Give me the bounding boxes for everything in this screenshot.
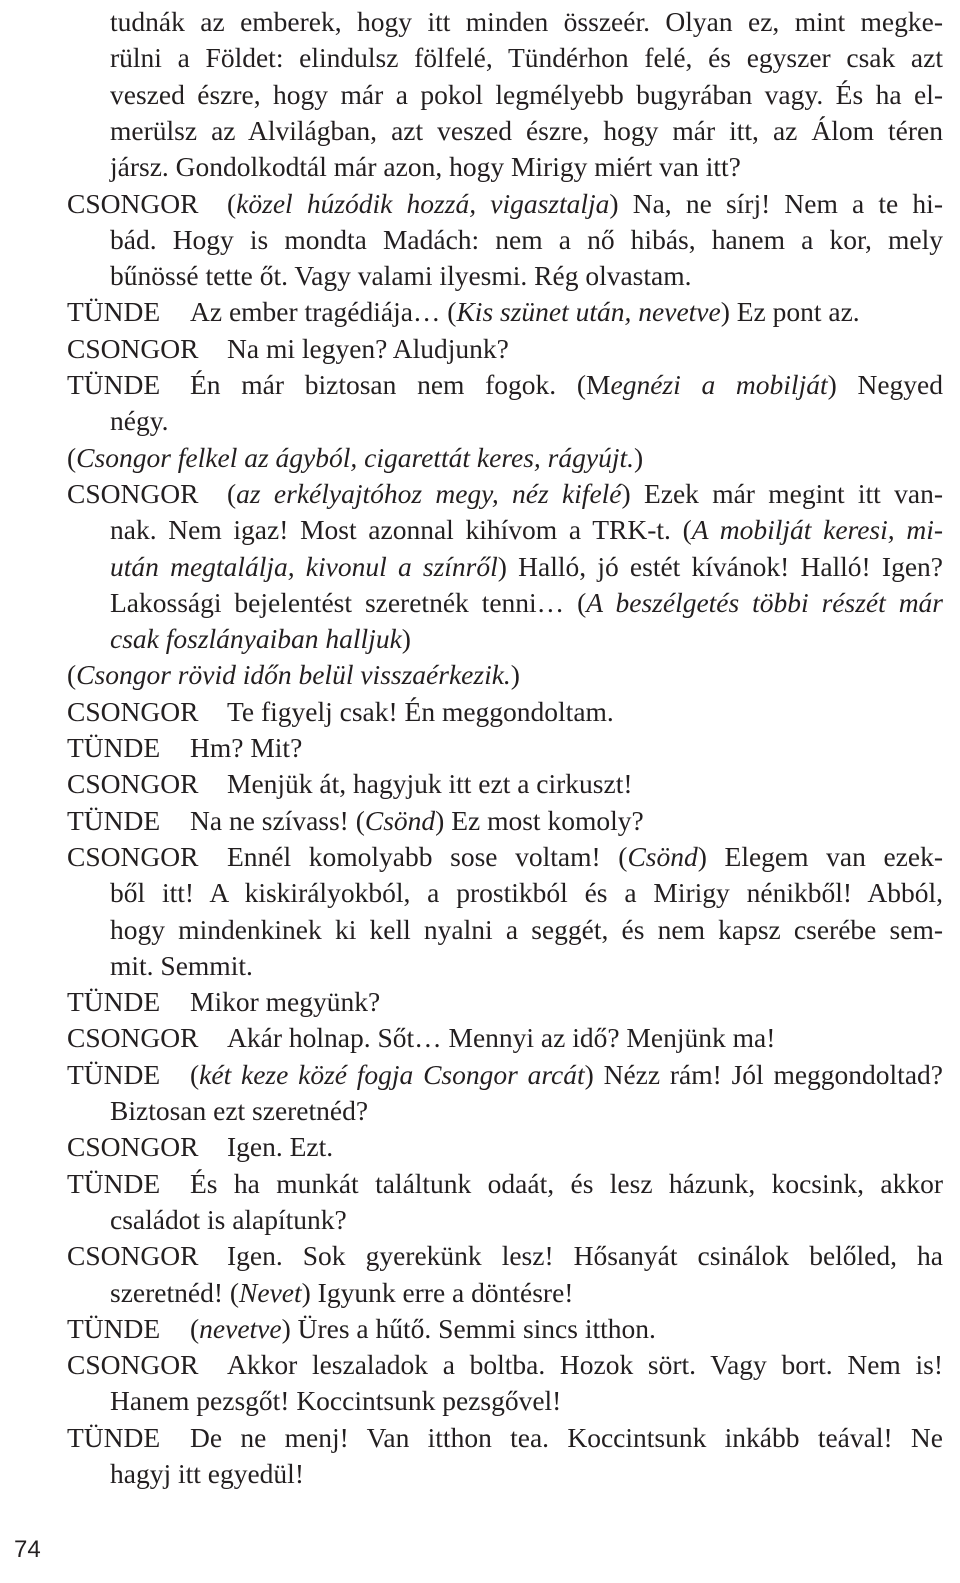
text-line	[0, 292, 960, 332]
line-text: bűnössé tette őt. Vagy valami ilyesmi. Rég olvastam.	[110, 260, 692, 292]
line-text: Akkor leszaladok a boltba. Hozok sört. Vagy bort. Nem is!	[227, 1349, 943, 1381]
line-text: (Csongor rövid időn belül visszaérkezik.)	[67, 659, 520, 691]
text-line	[0, 655, 960, 695]
text-line	[0, 184, 960, 224]
speaker-name: CSONGOR	[67, 1349, 199, 1381]
line-text: tudnák az emberek, hogy itt minden összeér. Olyan ez, mint megke-	[110, 6, 943, 37]
line-text: Na ne szívass! (Csönd) Ez most komoly?	[190, 804, 644, 836]
line-text: hagyj itt egyedül!	[110, 1458, 304, 1489]
line-text: Igen. Ezt.	[227, 1131, 334, 1163]
line-text: után megtalálja, kivonul a színről) Halló, jó estét kívánok! Halló! Igen?	[110, 550, 943, 582]
line-text: (nevetve) Üres a hűtő. Semmi sincs itthon.	[190, 1312, 656, 1344]
line-text: Mikor megyünk?	[190, 986, 381, 1018]
text-line	[0, 764, 960, 804]
speaker-name: TÜNDE	[67, 1058, 161, 1090]
text-line	[0, 75, 960, 115]
line-text: (Csongor felkel az ágyból, cigarettát keres, rágyújt.)	[67, 441, 644, 473]
text-line	[0, 256, 960, 296]
text-line	[0, 619, 960, 659]
text-line	[0, 1381, 960, 1421]
line-text: jársz. Gondolkodtál már azon, hogy Mirigy miért van itt?	[110, 151, 741, 183]
line-text: ből itt! A kiskirályokból, a prostikból és a Mirigy nénikből! Abból,	[110, 877, 943, 909]
text-line	[0, 982, 960, 1022]
text-line	[0, 147, 960, 187]
text-line	[0, 728, 960, 768]
text-line	[0, 1236, 960, 1276]
text-line	[0, 438, 960, 478]
speaker-name: CSONGOR	[67, 768, 199, 800]
speaker-name: TÜNDE	[67, 1421, 161, 1453]
line-text: bád. Hogy is mondta Madách: nem a nő hibás, hanem a kor, mely	[110, 223, 943, 255]
speaker-name: TÜNDE	[67, 369, 161, 400]
line-text: Igen. Sok gyerekünk lesz! Hősanyát csinálok belőled, ha	[227, 1240, 943, 1272]
text-line	[0, 1418, 960, 1458]
page-number: 74	[14, 1536, 41, 1563]
speaker-name: TÜNDE	[67, 296, 161, 328]
speaker-name: TÜNDE	[67, 1167, 161, 1199]
speaker-name: TÜNDE	[67, 804, 161, 836]
line-text: Az ember tragédiája… (Kis szünet után, nevetve) Ez pont az.	[190, 296, 860, 328]
text-line	[0, 1200, 960, 1240]
line-text: hogy mindenkinek ki kell nyalni a seggét, és nem kapsz cserébe sem-	[110, 913, 943, 945]
text-line	[0, 946, 960, 986]
speaker-name: TÜNDE	[67, 986, 161, 1018]
line-text: Hm? Mit?	[190, 732, 303, 763]
line-text: És ha munkát találtunk odaát, és lesz házunk, kocsink, akkor	[190, 1167, 943, 1199]
text-line	[0, 583, 960, 623]
text-line	[0, 220, 960, 260]
text-line	[0, 837, 960, 877]
text-line	[0, 547, 960, 587]
text-line	[0, 365, 960, 405]
text-line	[0, 1273, 960, 1313]
line-text: (az erkélyajtóhoz megy, néz kifelé) Ezek már megint itt van-	[227, 477, 943, 509]
speaker-name: CSONGOR	[67, 1131, 199, 1163]
text-line	[0, 1454, 960, 1494]
text-line	[0, 1164, 960, 1204]
text-line	[0, 1127, 960, 1167]
line-text: négy.	[110, 405, 169, 437]
text-line	[0, 510, 960, 550]
line-text: (két keze közé fogja Csongor arcát) Nézz rám! Jól meggondoltad?	[190, 1058, 943, 1090]
speaker-name: CSONGOR	[67, 1022, 199, 1054]
line-text: mit. Semmit.	[110, 949, 253, 981]
text-line	[0, 910, 960, 950]
line-text: De ne menj! Van itthon tea. Koccintsunk inkább teával! Ne	[190, 1421, 943, 1453]
line-text: veszed észre, hogy már a pokol legmélyebb bugyrában vagy. És ha el-	[110, 78, 943, 110]
line-text: rülni a Földet: elindulsz fölfelé, Tündérhon felé, és egyszer csak azt	[110, 42, 943, 74]
text-line	[0, 329, 960, 369]
line-text: Lakossági bejelentést szeretnék tenni… (A beszélgetés többi részét már	[110, 586, 944, 618]
line-text: Akár holnap. Sőt… Mennyi az idő? Menjünk ma!	[227, 1022, 776, 1054]
text-line	[0, 1309, 960, 1349]
text-line	[0, 38, 960, 78]
line-text: (közel húzódik hozzá, vigasztalja) Na, ne sírj! Nem a te hi-	[227, 187, 943, 219]
text-line	[0, 474, 960, 514]
line-text: Ennél komolyabb sose voltam! (Csönd) Elegem van ezek-	[227, 840, 943, 872]
line-text: Na mi legyen? Aludjunk?	[227, 332, 509, 364]
speaker-name: TÜNDE	[67, 732, 161, 763]
line-text: szeretnéd! (Nevet) Igyunk erre a döntésre!	[110, 1276, 574, 1308]
speaker-name: TÜNDE	[67, 1312, 161, 1344]
text-line	[0, 1055, 960, 1095]
line-text: családot is alapítunk?	[110, 1203, 347, 1235]
text-line	[0, 2, 960, 42]
text-line	[0, 1091, 960, 1131]
speaker-name: CSONGOR	[67, 695, 199, 727]
speaker-name: CSONGOR	[67, 840, 199, 872]
speaker-name: CSONGOR	[67, 187, 199, 219]
line-text: csak foszlányaiban halljuk)	[110, 623, 411, 655]
line-text: Te figyelj csak! Én meggondoltam.	[227, 695, 614, 727]
text-line	[0, 111, 960, 151]
text-line	[0, 401, 960, 441]
line-text: Én már biztosan nem fogok. (Megnézi a mobilját) Negyed	[190, 369, 943, 400]
speaker-name: CSONGOR	[67, 1240, 199, 1272]
line-text: nak. Nem igaz! Most azonnal kihívom a TRK-t. (A mobilját keresi, mi-	[110, 514, 943, 546]
line-text: Menjük át, hagyjuk itt ezt a cirkuszt!	[227, 768, 633, 800]
text-line	[0, 692, 960, 732]
speaker-name: CSONGOR	[67, 332, 199, 364]
text-line	[0, 801, 960, 841]
text-line	[0, 1018, 960, 1058]
line-text: Hanem pezsgőt! Koccintsunk pezsgővel!	[110, 1385, 562, 1417]
speaker-name: CSONGOR	[67, 477, 199, 509]
text-line	[0, 873, 960, 913]
line-text: merülsz az Alvilágban, azt veszed észre, hogy már itt, az Álom téren	[110, 114, 943, 146]
text-line	[0, 1345, 960, 1385]
line-text: Biztosan ezt szeretnéd?	[110, 1095, 369, 1126]
